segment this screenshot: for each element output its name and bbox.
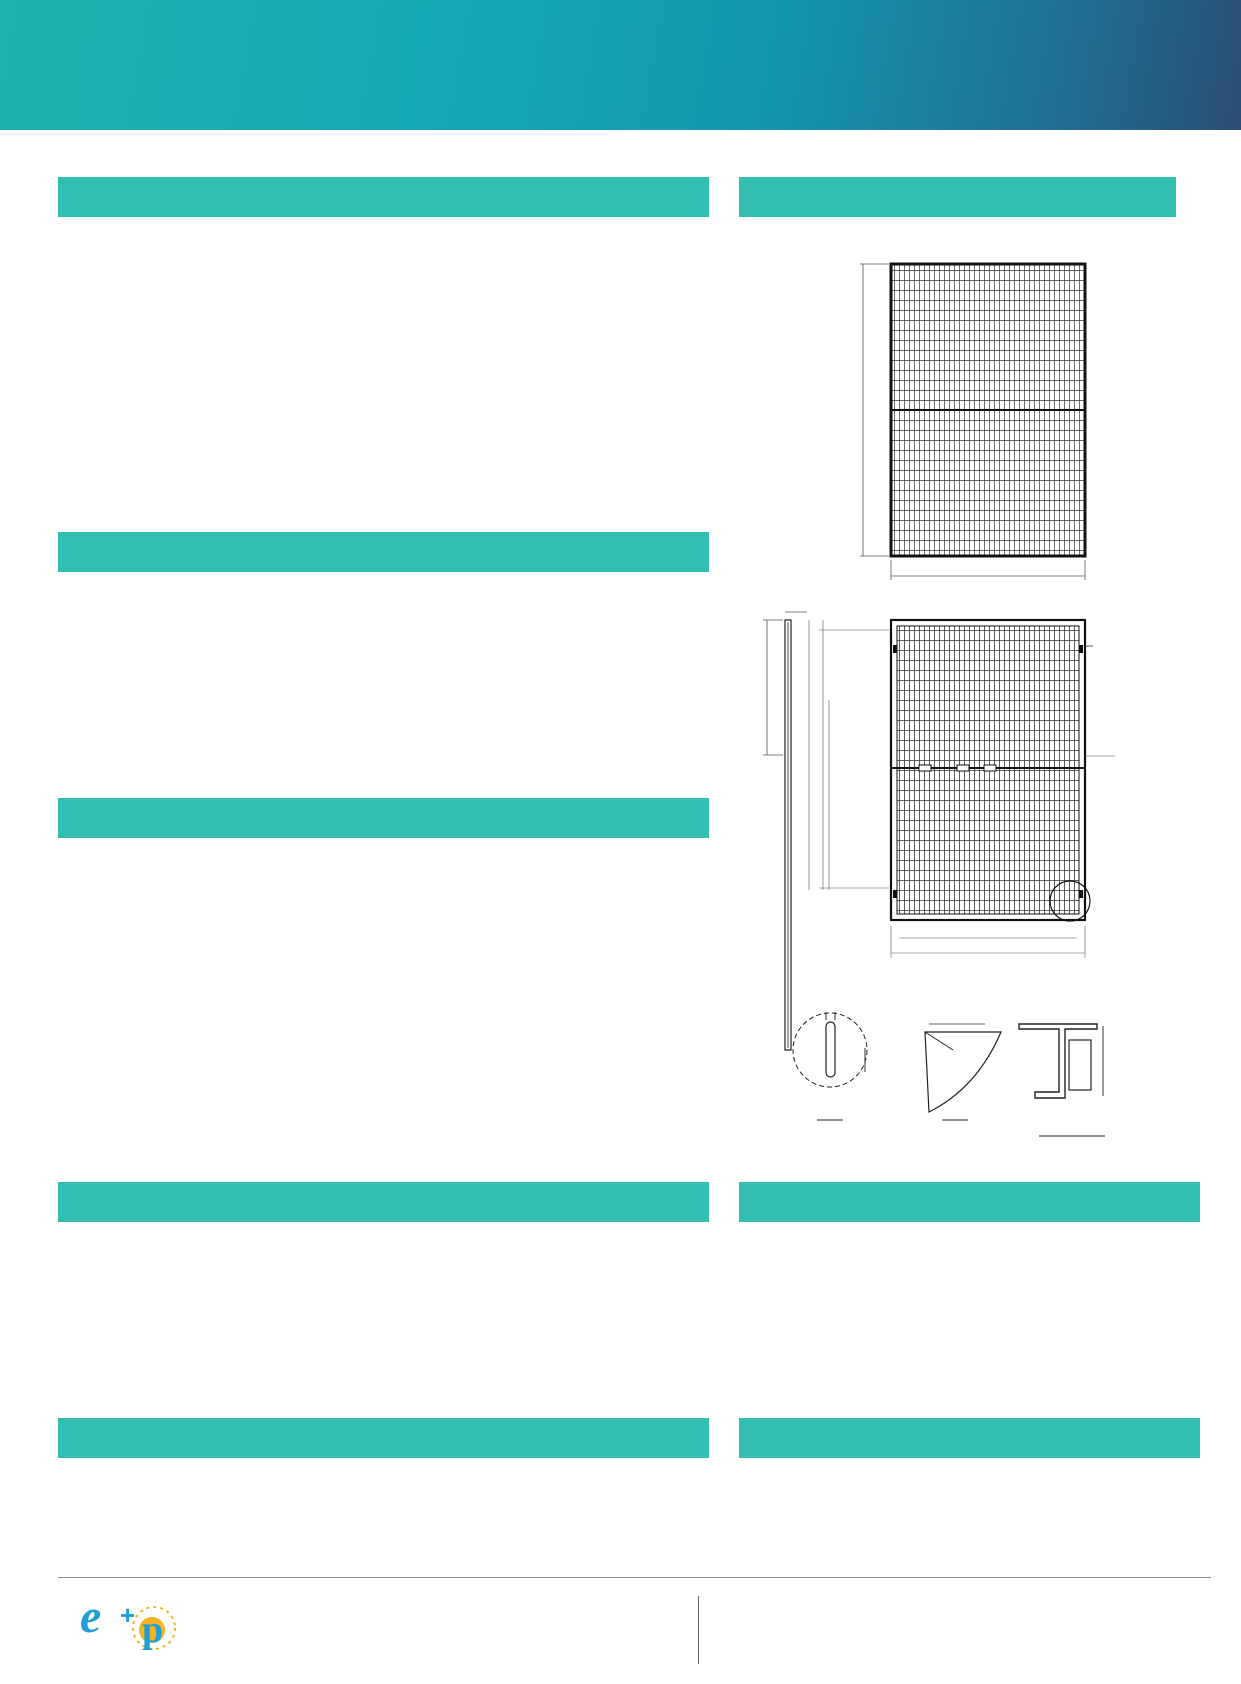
detail-II (925, 1024, 1001, 1120)
svg-text:+: + (120, 1600, 136, 1630)
noct-title (58, 532, 709, 572)
detail-I (793, 1012, 867, 1120)
front-view (860, 264, 1085, 580)
stc-title (58, 177, 709, 217)
maxr-title (739, 1182, 1200, 1222)
header-banner (0, 0, 1241, 130)
company-logo (76, 1582, 206, 1672)
back-view (809, 620, 1115, 958)
side-view (763, 612, 807, 1050)
svg-text:e: e (80, 1590, 102, 1643)
qr-code-icon[interactable] (1128, 1588, 1210, 1670)
pack-title (58, 1418, 709, 1458)
footer-vertical-divider (698, 1596, 699, 1664)
warranty-title (739, 1418, 1200, 1458)
dims-title (739, 177, 1176, 217)
temp-title (58, 1182, 709, 1222)
footer-divider (58, 1577, 1211, 1578)
svg-text:p: p (142, 1609, 164, 1651)
dimension-drawings (739, 250, 1219, 1170)
section-AA (1019, 1024, 1105, 1136)
mech-title (58, 798, 709, 838)
